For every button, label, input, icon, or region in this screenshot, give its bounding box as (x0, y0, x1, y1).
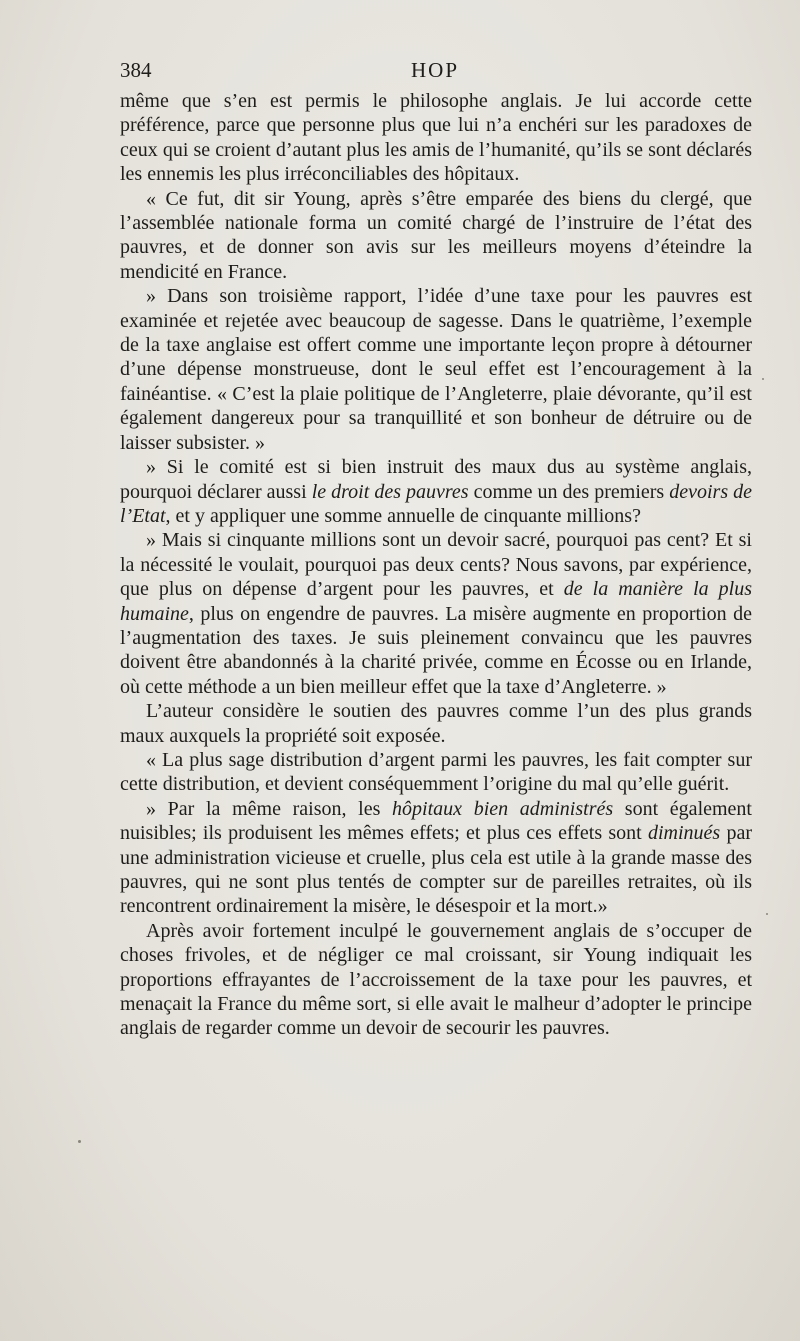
italic-text: le droit des pauvres (311, 480, 469, 503)
paragraph (120, 699, 752, 748)
page-number: 384 (120, 58, 152, 82)
text-run: » Si le comité est si bien instruit des maux dus au système anglais, pourquoi déclarer aussi (120, 456, 752, 503)
text-run: « Ce fut, dit sir Young, après s’être emparée des biens du clergé, que l’assemblée nationale forma un comité chargé de l’instruire de l’état des pauvres, et de donner son avis sur les meilleurs moyens d’éteindre la mendicité en France. (120, 187, 752, 283)
paragraph (120, 89, 752, 187)
text-run: » Dans son troisième rapport, l’idée d’une taxe pour les pauvres est examinée et rejetée avec beaucoup de sagesse. Dans le quatrième, l’exemple de la taxe anglaise est offert comme une importante leçon propre à détourner d’une dépense monstrueuse, dont le seul effet est l’encouragement à la fainéantise. « C’est la plaie politique de l’Angleterre, plaie dévorante, qu’il est également dangereux pour sa tranquillité et son bonheur de détruire ou de laisser subsister. » (120, 285, 752, 454)
paper-speck (78, 1140, 81, 1143)
italic-text: de la manière la plus humaine (120, 578, 752, 625)
paper-speck (766, 913, 768, 915)
paragraph (120, 528, 752, 699)
text-run: » Par la même raison, les (146, 797, 393, 820)
text-run: sont également nuisibles; ils produisent les mêmes effets; et plus ces effets sont (120, 797, 752, 845)
text-run: même que s’en est permis le philosophe anglais. Je lui accorde cette préférence, parce que personne plus que lui n’a enchéri sur les paradoxes de ceux qui se croient d’autant plus les amis de l’humanité, qu’ils se sont déclarés les ennemis les plus irréconciliables des hôpitaux. (120, 90, 752, 186)
paragraph (120, 797, 752, 919)
paragraph (120, 919, 752, 1041)
text-run: comme un des premiers (468, 480, 670, 503)
text-run: L’auteur considère le soutien des pauvres comme l’un des plus grands maux auxquels la propriété soit exposée. (120, 700, 752, 747)
text-run: , et y appliquer une somme annuelle de cinquante millions? (165, 504, 641, 527)
page-header (120, 58, 752, 88)
italic-text: diminués (647, 822, 721, 845)
paragraph (120, 748, 752, 797)
text-run: Après avoir fortement inculpé le gouvernement anglais de s’occuper de choses frivoles, et de négliger ce mal croissant, sir Young indiquait les proportions effrayantes de l’accroissement de la taxe pour les pauvres, et menaçait la France du même sort, si elle avait le malheur d’adopter le principe anglais de regarder comme un devoir de secourir les pauvres. (120, 919, 752, 1040)
text-run: par une administration vicieuse et cruelle, plus cela est utile à la grande masse des pauvres, qui ne sont plus tentés de compter sur de pareilles retraites, où ils rencontrent ordinairement la misère, le désespoir et la mort.» (120, 822, 752, 918)
italic-text: hôpitaux bien administrés (392, 797, 614, 820)
text-run: » Mais si cinquante millions sont un devoir sacré, pourquoi pas cent? Et si la nécessité le voulait, pourquoi pas deux cents? Nous savons, par expérience, que plus on dépense d’argent pour les pauvres, et (120, 529, 752, 601)
text-run: , plus on engendre de pauvres. La misère augmente en proportion de l’augmentation des taxes. Je suis pleinement convaincu que les pauvres doivent être abandonnés à la charité privée, comme en Écosse ou en Irlande, où cette méthode a un bien meilleur effet que la taxe d’Angleterre. » (120, 602, 752, 698)
text-run: « La plus sage distribution d’argent parmi les pauvres, les fait compter sur cette distribution, et devient conséquemment l’origine du mal qu’elle guérit. (120, 748, 752, 796)
paper-speck (762, 378, 764, 380)
running-head: HOP (411, 58, 460, 82)
paragraph (120, 284, 752, 455)
italic-text: devoirs de l’Etat (120, 480, 752, 527)
body-text (120, 89, 752, 1041)
paragraph (120, 455, 752, 528)
paragraph (120, 187, 752, 285)
